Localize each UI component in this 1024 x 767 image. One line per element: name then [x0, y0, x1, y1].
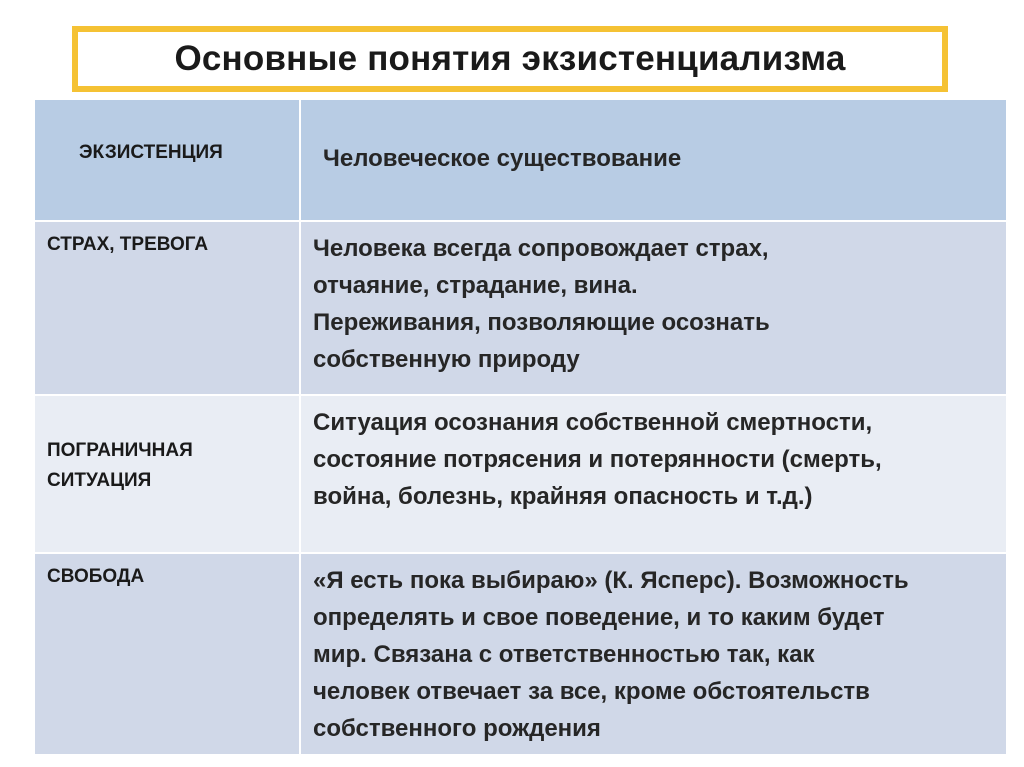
definition-line: состояние потрясения и потерянности (смерть,: [313, 446, 882, 473]
term-text: ЭКЗИСТЕНЦИЯ: [79, 142, 223, 163]
definition-line: Человеческое существование: [323, 145, 682, 172]
definition-line: отчаяние, страдание, вина.: [313, 272, 638, 299]
definition-line: война, болезнь, крайняя опасность и т.д.): [313, 483, 813, 510]
title-box: [72, 26, 948, 92]
definition-cell: [301, 396, 1006, 552]
definition-cell: [301, 554, 1006, 754]
table-row: [35, 100, 1006, 222]
definition-line: человек отвечает за все, кроме обстоятельств: [313, 678, 870, 705]
term-cell: [35, 396, 301, 552]
definition-cell: [301, 100, 1006, 220]
definition-line: мир. Связана с ответственностью так, как: [313, 641, 815, 668]
term-text: ПОГРАНИЧНАЯ: [47, 440, 193, 461]
term-text: СТРАХ, ТРЕВОГА: [47, 234, 209, 255]
term-text: СИТУАЦИЯ: [47, 470, 152, 491]
term-text: СВОБОДА: [47, 566, 145, 587]
definition-line: Ситуация осознания собственной смертности,: [313, 409, 873, 436]
definition-line: «Я есть пока выбираю» (К. Ясперс). Возможность: [313, 567, 909, 594]
term-cell: [35, 100, 301, 220]
slide-title: Основные понятия экзистенциализма: [174, 39, 846, 78]
definition-line: определять и свое поведение, и то каким будет: [313, 604, 885, 631]
term-cell: [35, 222, 301, 394]
concepts-table: [35, 100, 1006, 754]
definition-line: собственную природу: [313, 346, 580, 373]
term-cell: [35, 554, 301, 754]
definition-line: собственного рождения: [313, 715, 601, 742]
table-row: [35, 222, 1006, 396]
definition-cell: [301, 222, 1006, 394]
definition-line: Человека всегда сопровождает страх,: [313, 235, 769, 262]
table-row: [35, 554, 1006, 754]
definition-line: Переживания, позволяющие осознать: [313, 309, 770, 336]
table-row: [35, 396, 1006, 554]
